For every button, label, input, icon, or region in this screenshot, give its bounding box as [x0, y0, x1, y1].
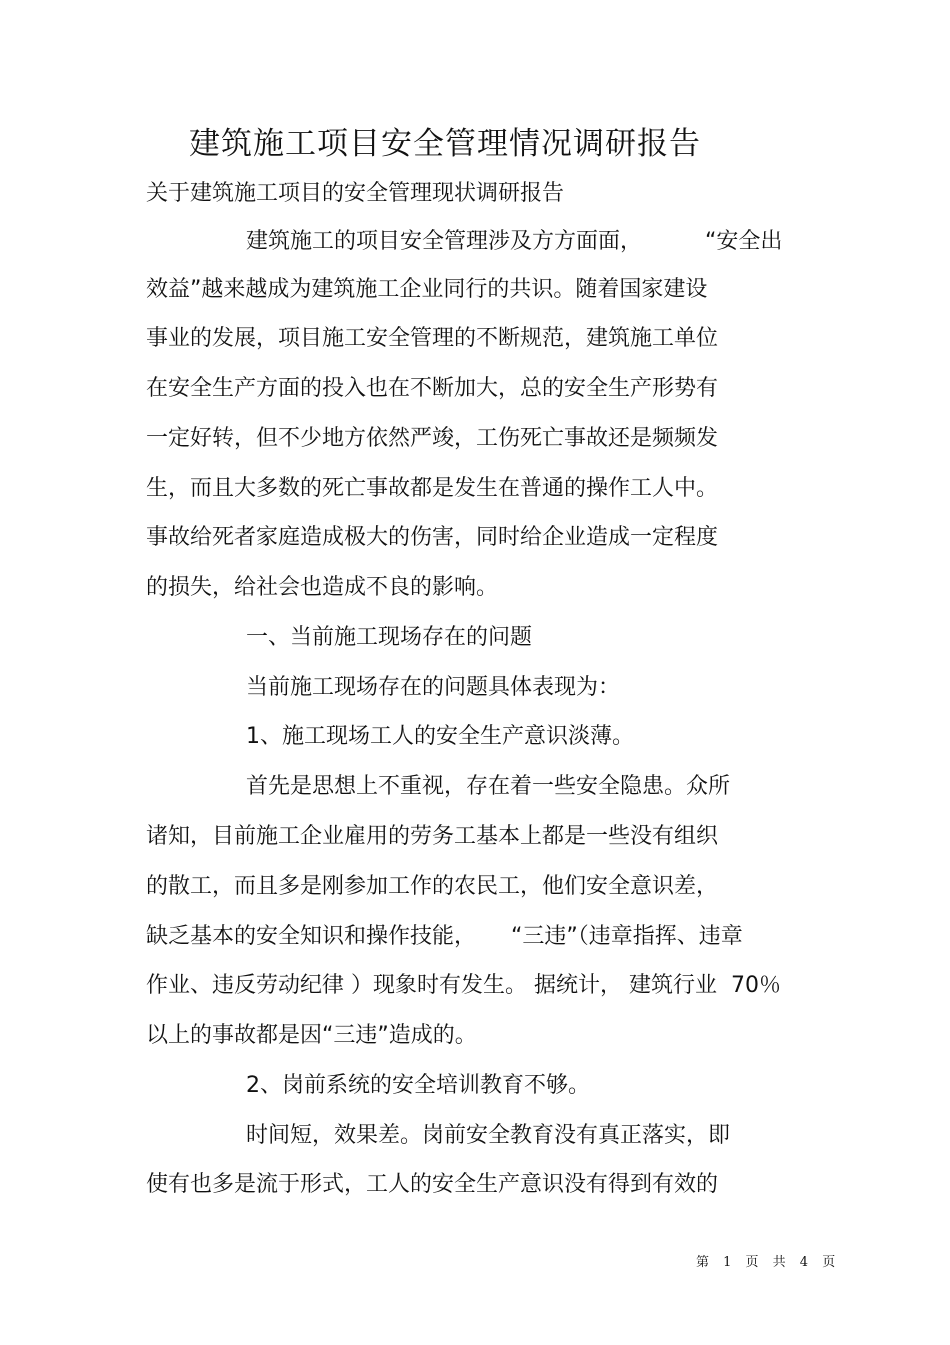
body-line: 的散工，而且多是刚参加工作的农民工，他们安全意识差， [146, 874, 719, 899]
body-line: 首先是思想上不重视，存在着一些安全隐患。众所 [246, 774, 731, 799]
body-line: 缺乏基本的安全知识和操作技能， “三违”（违章指挥、违章 [146, 924, 743, 949]
list-item-heading: 1、施工现场工人的安全生产意识淡薄。 [246, 724, 634, 749]
body-line: 以上的事故都是因“三违”造成的。 [146, 1023, 477, 1048]
list-item-heading: 2、岗前系统的安全培训教育不够。 [246, 1073, 590, 1098]
body-line: 一定好转，但不少地方依然严竣，工伤死亡事故还是频频发 [146, 426, 719, 451]
section-heading: 一、当前施工现场存在的问题 [246, 625, 533, 650]
body-line: 在安全生产方面的投入也在不断加大，总的安全生产形势有 [146, 376, 719, 401]
page-title: 建筑施工项目安全管理情况调研报告 [189, 126, 701, 162]
body-line: 建筑施工的项目安全管理涉及方方面面， “安全出 [246, 229, 783, 254]
body-line: 使有也多是流于形式，工人的安全生产意识没有得到有效的 [146, 1172, 719, 1197]
body-line: 作业、违反劳动纪律 ）现象时有发生。 据统计， 建筑行业 70％ [146, 973, 781, 998]
body-line: 事业的发展，项目施工安全管理的不断规范，建筑施工单位 [146, 326, 719, 351]
body-line: 事故给死者家庭造成极大的伤害，同时给企业造成一定程度 [146, 525, 719, 550]
page-footer: 第 1 页 共 4 页 [696, 1255, 841, 1270]
body-line: 效益”越来越成为建筑施工企业同行的共识。随着国家建设 [146, 277, 708, 302]
page-subtitle: 关于建筑施工项目的安全管理现状调研报告 [146, 181, 565, 206]
body-line: 的损失，给社会也造成不良的影响。 [146, 575, 499, 600]
body-line: 当前施工现场存在的问题具体表现为： [246, 675, 621, 700]
body-line: 诸知，目前施工企业雇用的劳务工基本上都是一些没有组织 [146, 824, 719, 849]
body-line: 生，而且大多数的死亡事故都是发生在普通的操作工人中。 [146, 476, 719, 501]
body-line: 时间短，效果差。岗前安全教育没有真正落实，即 [246, 1123, 731, 1148]
